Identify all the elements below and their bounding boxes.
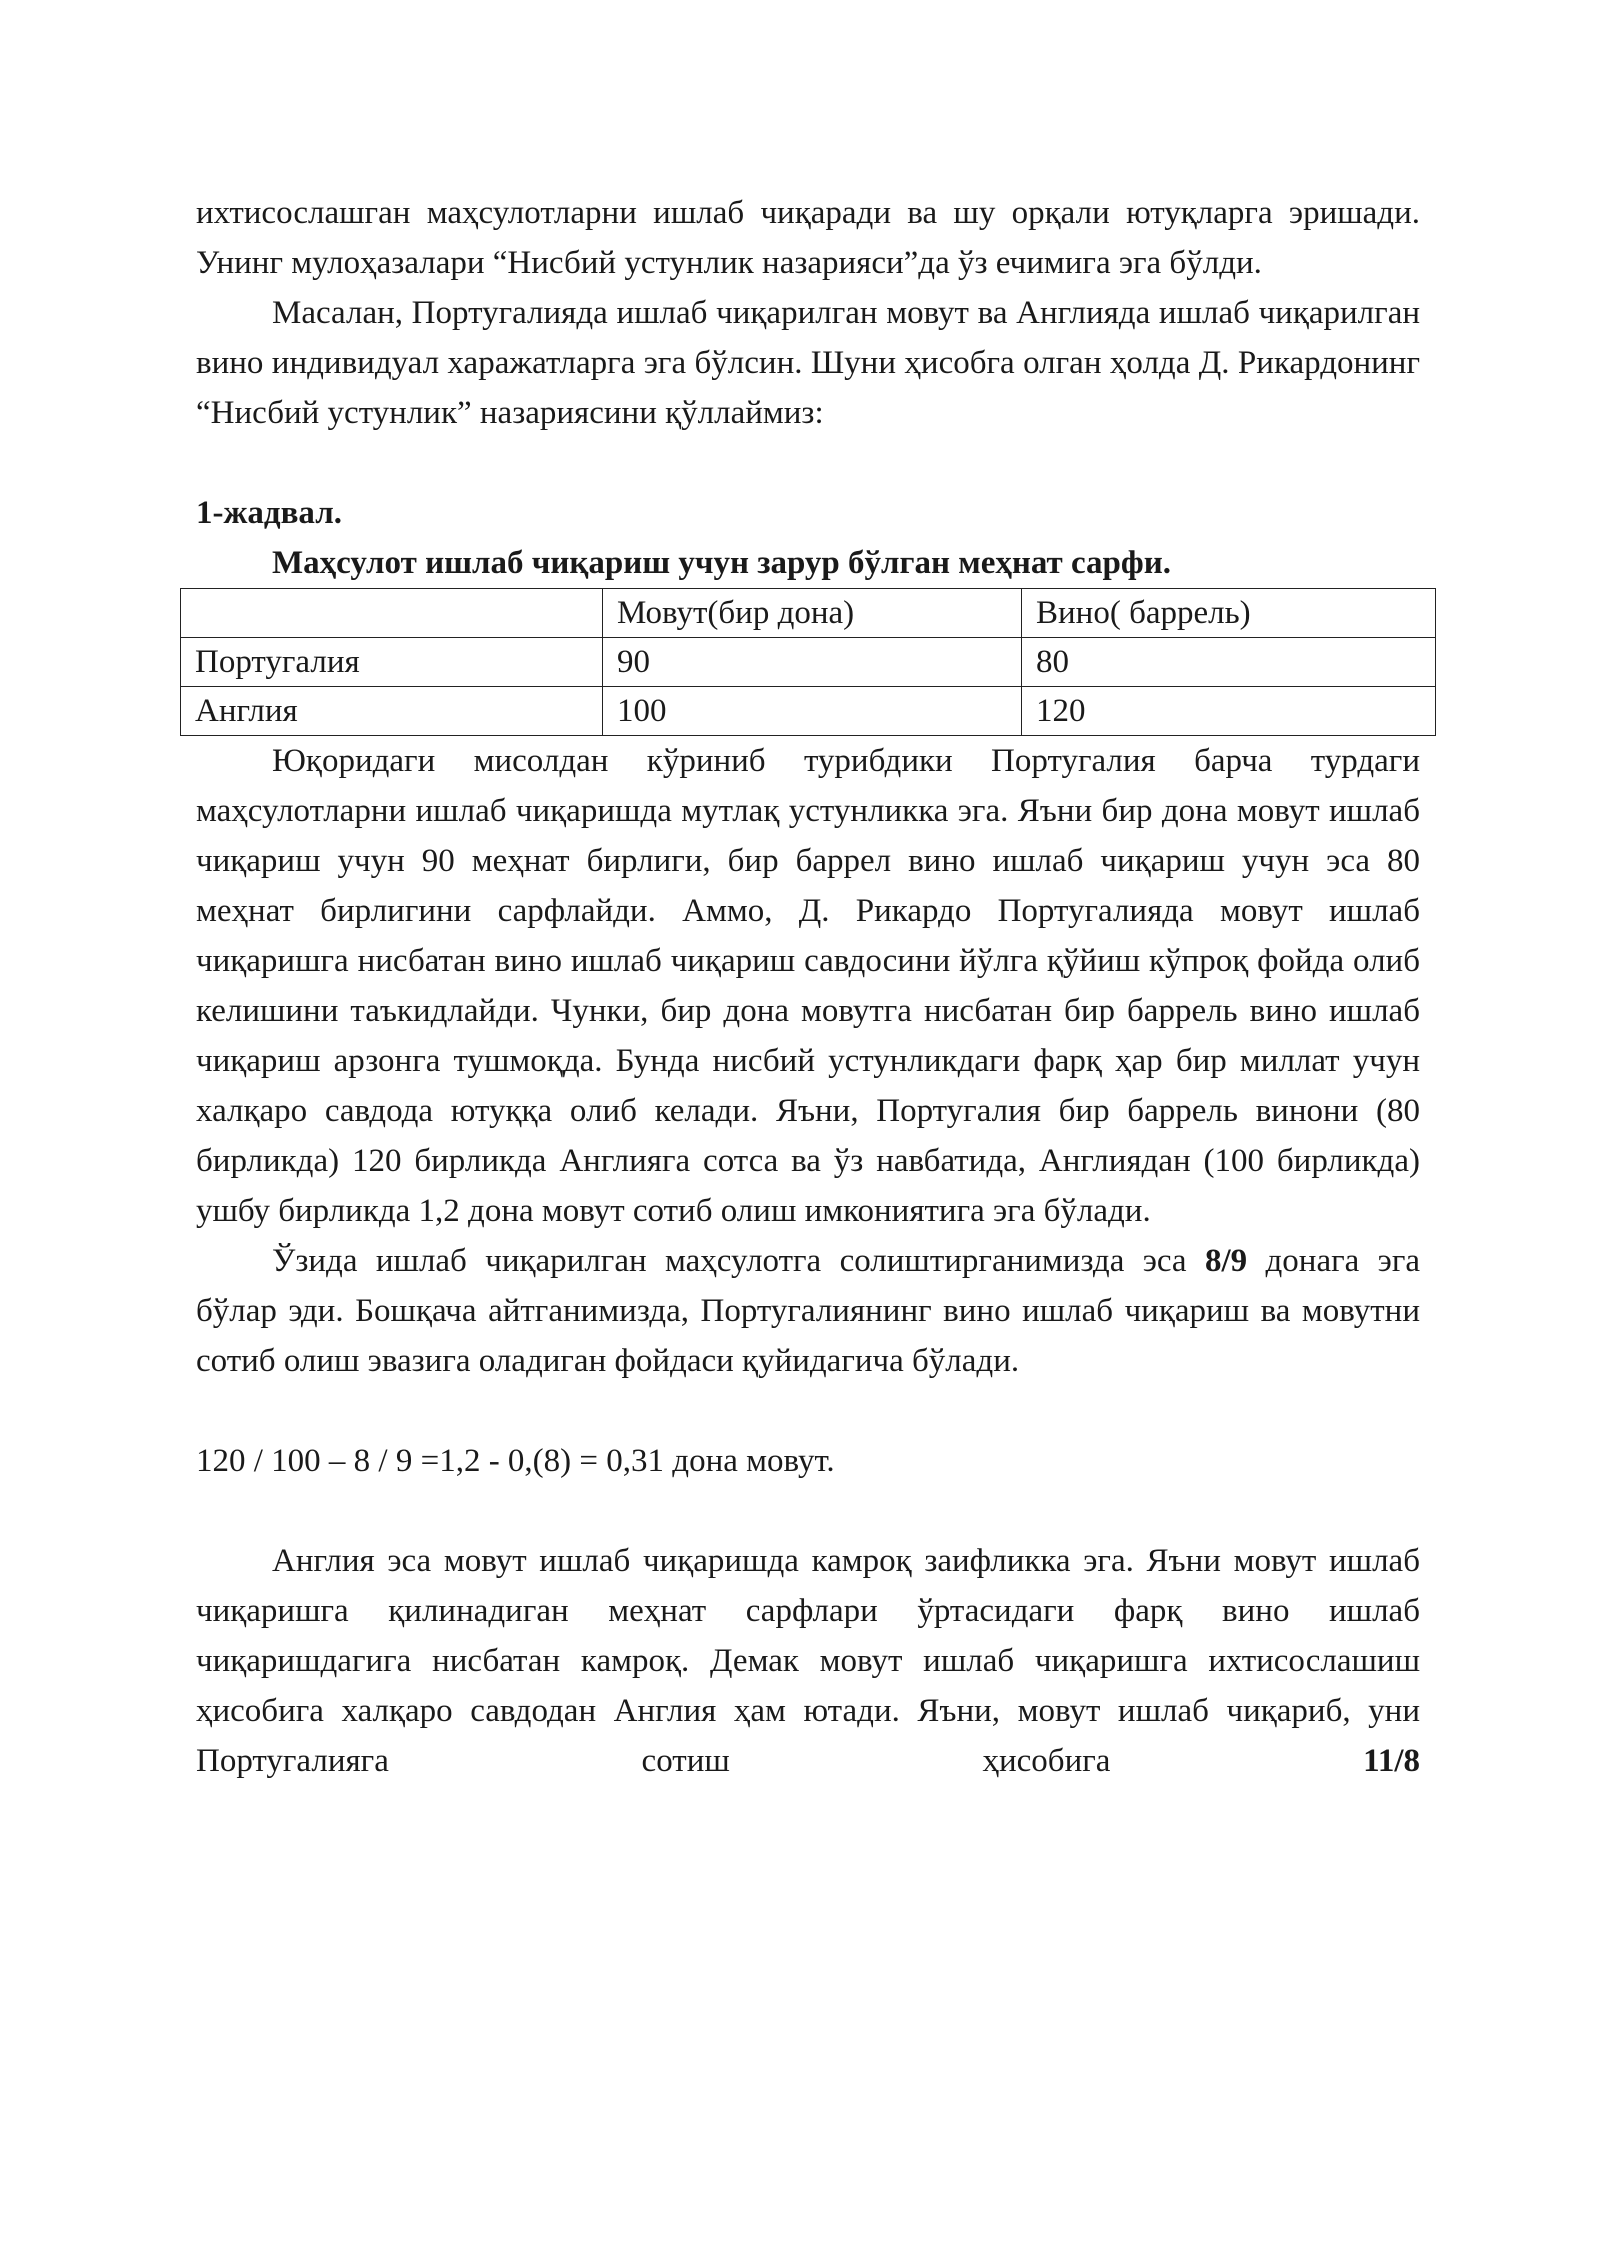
paragraph-1: ихтисослашган маҳсулотларни ишлаб чиқаради ва шу орқали ютуқларга эришади. Унинг мулоҳазалари “Нисбий устунлик назарияси”да ўз ечимига эга бўлди. — [196, 195, 1420, 281]
table-cell: 100 — [603, 687, 1022, 736]
paragraph-2: Масалан, Португалияда ишлаб чиқарилган мовут ва Англияда ишлаб чиқарилган вино индивидуал харажатларга эга бўлсин. Шуни ҳисобга олган ҳолда Д. Рикардонинг “Нисбий устунлик” назариясини қўллаймиз: — [196, 295, 1420, 431]
table-number-label: 1-жадвал — [196, 495, 334, 531]
table-number — [196, 488, 1420, 538]
table-row — [181, 638, 1436, 687]
table-cell: 80 — [1022, 638, 1436, 687]
fraction-8-9: 8/9 — [1204, 1243, 1248, 1279]
table-cell: 120 — [1022, 687, 1436, 736]
fraction-11-8: 11/8 — [1363, 1743, 1420, 1779]
table-cell: Англия — [181, 687, 603, 736]
table-header-cell — [181, 589, 603, 638]
table-header-cell: Мовут(бир дона) — [603, 589, 1022, 638]
table-cell: 90 — [603, 638, 1022, 687]
table-row — [181, 687, 1436, 736]
table-header-row — [181, 589, 1436, 638]
paragraph-3: Юқоридаги мисолдан кўриниб турибдики Португалия барча турдаги маҳсулотларни ишлаб чиқаришда мутлақ устунликка эга. Яъни бир дона мовут ишлаб чиқариш учун 90 меҳнат бирлиги, бир баррел вино ишлаб чиқариш учун эса 80 меҳнат бирлигини сарфлайди. Аммо, Д. Рикардо Португалияда мовут ишлаб чиқаришга нисбатан вино ишлаб чиқариш савдосини йўлга қўйиш кўпроқ фойда олиб келишини таъкидлайди. Чунки, бир дона мовутга нисбатан бир баррель вино ишлаб чиқариш арзонга тушмоқда. Бунда нисбий устунликдаги фарқ ҳар бир миллат учун халқаро савдода ютуққа олиб келади. Яъни, Португалия бир баррель винони (80 бирликда) 120 бирликда Англияга сотса ва ўз навбатида, Англиядан (100 бирликда) ушбу бирликда 1,2 дона мовут сотиб олиш имкониятига эга бўлади. — [196, 743, 1420, 1229]
paragraph-4-text: Ўзида ишлаб чиқарилган маҳсулотга солиштирганимизда эса — [272, 1243, 1205, 1279]
table-cell: Португалия — [181, 638, 603, 687]
labor-cost-table — [180, 588, 1436, 736]
table-title: Маҳсулот ишлаб чиқариш учун зарур бўлган меҳнат сарфи. — [272, 545, 1171, 581]
paragraph-4-text-end: донага эга бўлар эди. Бошқача айтганимизда, Португалиянинг вино ишлаб чиқариш ва мовутни сотиб олиш эвазига оладиган фойдаси қуйидагича бўлади. — [196, 1243, 1420, 1379]
table-number-suffix: . — [333, 495, 342, 531]
document-page — [196, 188, 1420, 1786]
formula-line: 120 / 100 – 8 / 9 =1,2 - 0,(8) = 0,31 дона мовут. — [196, 1443, 835, 1479]
table-header-cell: Вино( баррель) — [1022, 589, 1436, 638]
paragraph-5 — [196, 1536, 1420, 1786]
paragraph-5-text: Англия эса мовут ишлаб чиқаришда камроқ заифликка эга. Яъни мовут ишлаб чиқаришга қилинадиган меҳнат сарфлари ўртасидаги фарқ вино ишлаб чиқаришдагига нисбатан камроқ. Демак мовут ишлаб чиқаришга ихтисослашиш ҳисобига халқаро савдодан Англия ҳам ютади. Яъни, мовут ишлаб чиқариб, уни Португалияга сотиш ҳисобига — [196, 1543, 1420, 1779]
paragraph-4 — [196, 1236, 1420, 1386]
